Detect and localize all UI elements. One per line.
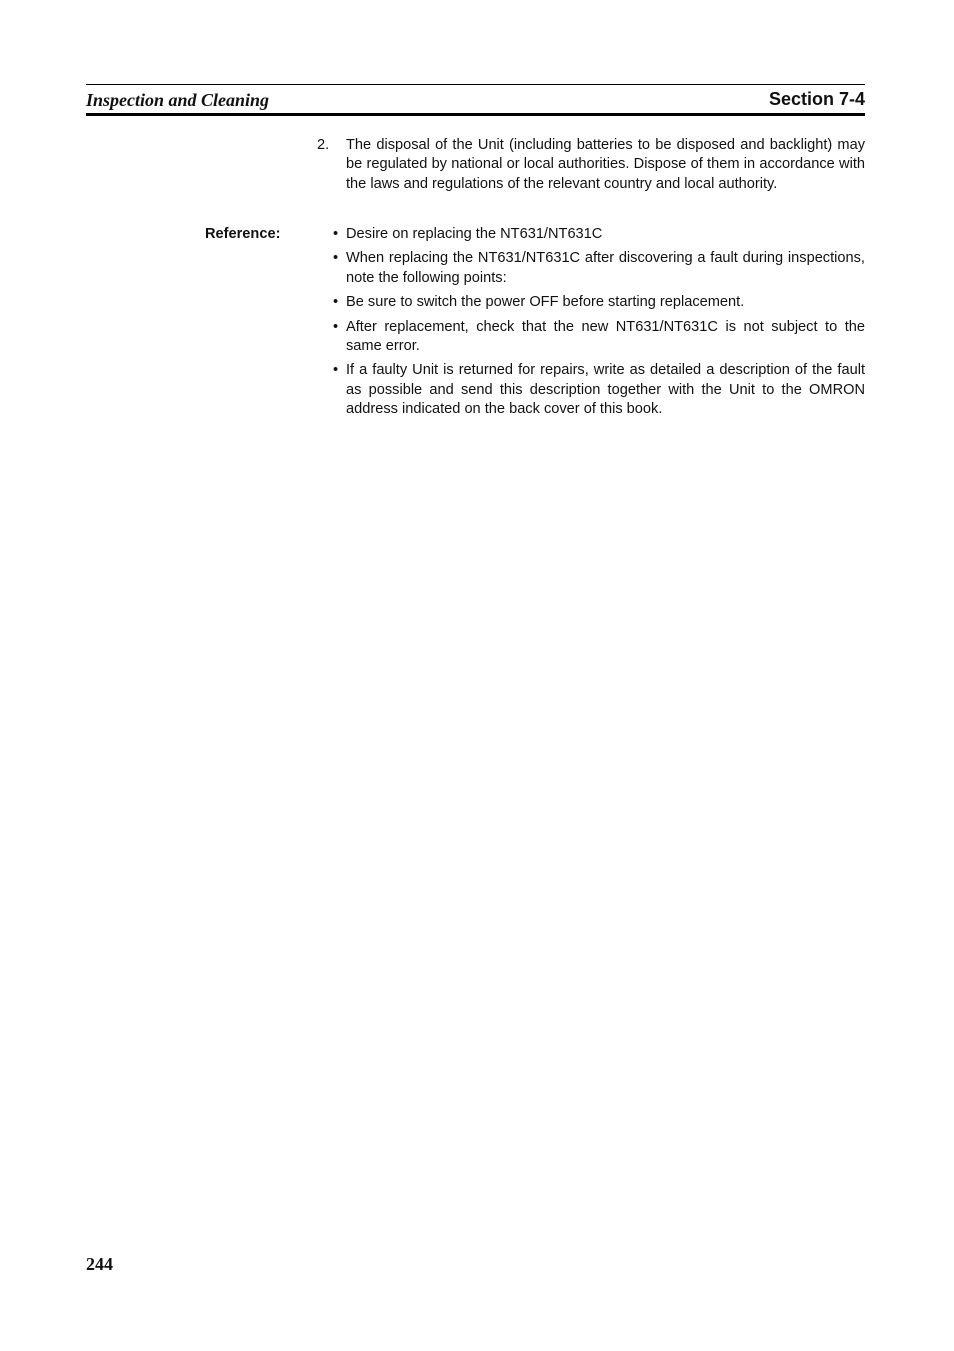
list-item (333, 225, 865, 244)
page-number: 244 (86, 1254, 113, 1274)
page-header (86, 84, 865, 116)
bullet-icon: • (333, 226, 339, 242)
list-item-text: Desire on replacing the NT631/NT631C (346, 226, 603, 242)
list-item-text: When replacing the NT631/NT631C after discovering a fault during inspections, note the following points: (346, 250, 865, 286)
reference-list (333, 225, 865, 425)
item-number: 2. (317, 137, 330, 153)
list-item (333, 293, 865, 312)
list-item-text: After replacement, check that the new NT631/NT631C is not subject to the same error. (346, 318, 865, 355)
section-title: Inspection and Cleaning (86, 90, 270, 110)
bullet-icon: • (333, 250, 339, 267)
list-item-text: If a faulty Unit is returned for repairs, write as detailed a description of the fault as possible and send this description together with the Unit to the OMRON address indicated on the back cover of this book. (346, 362, 865, 418)
bullet-icon: • (333, 318, 339, 335)
list-item (333, 318, 865, 357)
section-number: Section 7-4 (768, 89, 865, 109)
list-item (333, 249, 865, 288)
item-text: The disposal of the Unit (including batteries to be disposed and backlight) may be regulated by national or local authorities. Dispose of them in accordance with the laws and regulations of the relevant country and local authority. (346, 137, 865, 192)
list-item-text: Be sure to switch the power OFF before starting replacement. (346, 294, 745, 311)
bullet-icon: • (333, 294, 339, 311)
list-item (333, 361, 865, 419)
bullet-icon: • (333, 362, 339, 379)
reference-label: Reference: (205, 226, 281, 242)
